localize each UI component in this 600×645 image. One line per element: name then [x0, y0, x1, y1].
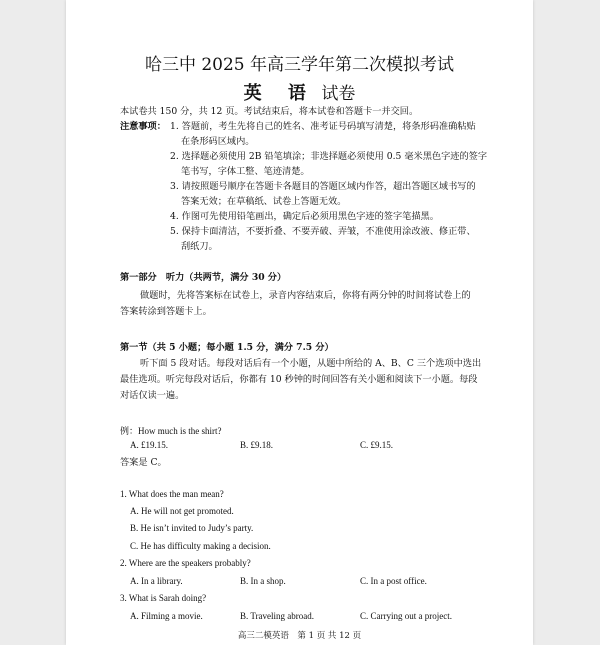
- q3-option-a: A. Filming a movie.: [130, 611, 203, 621]
- exam-subtitle: [66, 79, 533, 105]
- section1-text-line-2: 最佳选项。听完每段对话后，你都有 10 秒钟的时间回答有关小题和阅读下一小题。每段: [120, 374, 478, 385]
- note-4-line-1: 4. 作图可先使用铅笔画出，确定后必须用黑色字迹的签字笔描黑。: [170, 211, 439, 222]
- note-3-line-2: 答案无效；在草稿纸、试卷上答题无效。: [181, 196, 347, 207]
- q3-option-c: C. Carrying out a project.: [360, 611, 452, 621]
- note-5-line-1: 5. 保持卡面清洁，不要折叠、不要弄破、弄皱，不准使用涂改液、修正带、: [170, 226, 476, 237]
- notes-label: 注意事项：: [120, 121, 166, 132]
- example-option-b: B. £9.18.: [240, 440, 274, 450]
- part1-heading: 第一部分 听力（共两节，满分 30 分）: [120, 272, 287, 283]
- question-2: 2. Where are the speakers probably?: [120, 558, 251, 568]
- note-2-line-2: 笔书写，字体工整、笔迹清楚。: [181, 166, 310, 177]
- q1-option-a: A. He will not get promoted.: [130, 506, 234, 516]
- section1-text-line-3: 对话仅读一遍。: [120, 390, 185, 401]
- note-3-line-1: 3. 请按照题号顺序在答题卡各题目的答题区域内作答，超出答题区域书写的: [170, 181, 476, 192]
- question-1: 1. What does the man mean?: [120, 489, 224, 499]
- note-1-line-2: 在条形码区域内。: [181, 136, 255, 147]
- subject-name: 英 语: [243, 83, 316, 104]
- q2-option-c: C. In a post office.: [360, 576, 427, 586]
- exam-page: [66, 0, 533, 645]
- section1-heading: 第一节（共 5 小题；每小题 1.5 分，满分 7.5 分）: [120, 342, 334, 353]
- example-option-a: A. £19.15.: [130, 440, 168, 450]
- q1-option-b: B. He isn’t invited to Judy’s party.: [130, 523, 254, 533]
- exam-title: 哈三中 2025 年高三学年第二次模拟考试: [144, 55, 455, 75]
- question-3: 3. What is Sarah doing?: [120, 593, 207, 603]
- note-5-line-2: 刮纸刀。: [181, 241, 218, 252]
- part1-text-line-1: 做题时，先将答案标在试卷上，录音内容结束后，你将有两分钟的时间将试卷上的: [140, 290, 471, 301]
- example-answer: 答案是 C。: [120, 457, 167, 468]
- q3-option-b: B. Traveling abroad.: [240, 611, 314, 621]
- example-option-c: C. £9.15.: [360, 440, 394, 450]
- part1-text-line-2: 答案转涂到答题卡上。: [120, 306, 212, 317]
- page-footer: 高三二模英语 第 1 页 共 12 页: [237, 631, 362, 641]
- note-1-line-1: 1. 答题前，考生先将自己的姓名、准考证号码填写清楚，将条形码准确粘贴: [170, 121, 476, 132]
- section1-text-line-1: 听下面 5 段对话。每段对话后有一个小题，从题中所给的 A、B、C 三个选项中选出: [140, 358, 482, 369]
- q2-option-a: A. In a library.: [130, 576, 183, 586]
- note-2-line-1: 2. 选择题必须使用 2B 铅笔填涂；非选择题必须使用 0.5 毫米黑色字迹的签字: [170, 151, 488, 162]
- example-question: 例：How much is the shirt?: [120, 426, 222, 436]
- q1-option-c: C. He has difficulty making a decision.: [130, 541, 271, 551]
- intro-text: 本试卷共 150 分，共 12 页。考试结束后，将本试卷和答题卡一并交回。: [120, 106, 419, 117]
- q2-option-b: B. In a shop.: [240, 576, 286, 586]
- paper-label: 试卷: [321, 84, 356, 104]
